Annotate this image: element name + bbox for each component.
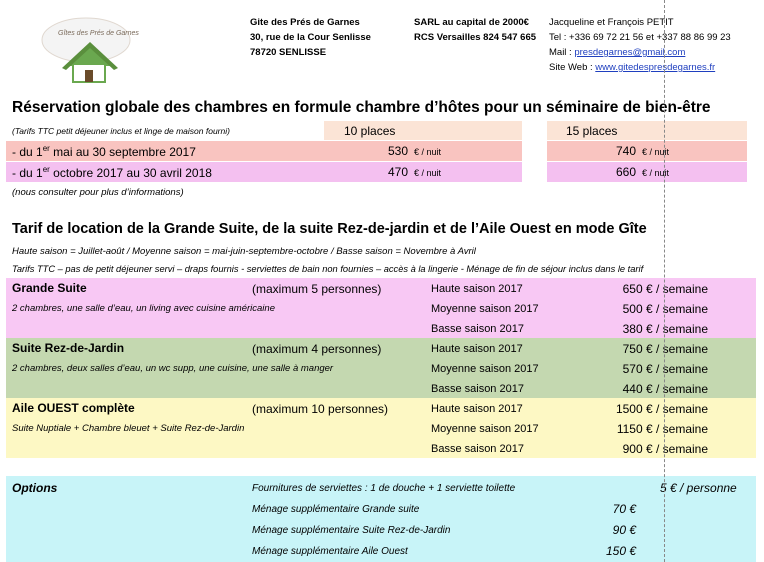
weekly-price: 650 € / semaine [622,282,708,296]
weekly-price: 440 € / semaine [622,382,708,396]
contact-tel: Tel : +336 69 72 21 56 et +337 88 86 99 23 [549,32,731,43]
contact-mail [549,45,731,60]
page-break-line [664,0,665,562]
season-label: Basse saison 2017 [431,383,524,395]
mail-link[interactable]: presdegarnes@gmail.com [574,47,686,58]
unit-row-2: € / nuit [414,168,442,178]
aile-ouest-capacity: (maximum 10 personnes) [252,402,389,416]
weekly-price: 1500 € / semaine [615,402,708,416]
col2-header: 15 places [566,124,618,138]
period-sup: er [42,144,50,153]
logo-house-icon [40,14,132,84]
grande-suite-capacity: (maximum 5 personnes) [252,282,382,296]
price-15-row-2: 660 [616,165,637,179]
price-15-row-1: 740 [616,144,637,158]
option-price: 70 € [612,502,636,516]
seasons-line: Haute saison = Juillet-août / Moyenne saison = mai-juin-septembre-octobre / Basse saison = Novembre à Avril [12,246,476,257]
address-line: 78720 SENLISSE [250,47,327,58]
option-price: 5 € / personne [660,481,737,495]
aile-ouest-name: Aile OUEST complète [12,401,135,415]
web-label: Site Web : [549,62,596,73]
season-label: Basse saison 2017 [431,323,524,335]
season-label: Basse saison 2017 [431,443,524,455]
terms-line: Tarifs TTC – pas de petit déjeuner servi – draps fournis - serviettes de bain non fournies – accès à la lingerie - Ménage de fin de séjour inclus dans le tarif [12,264,644,274]
options-label: Options [12,481,58,495]
logo-text: Gîtes des Prés de Garnes [58,30,139,37]
contact-web [549,60,731,75]
contact-name: Jacqueline et François PETIT [549,17,674,28]
grande-suite-name: Grande Suite [12,281,87,295]
company-block [414,15,536,45]
unit2-row-1: € / nuit [642,147,670,157]
weekly-price: 750 € / semaine [622,342,708,356]
season-label: Moyenne saison 2017 [431,363,539,375]
option-price: 90 € [612,523,636,537]
weekly-price: 1150 € / semaine [616,422,708,436]
contact-block [549,15,731,75]
price-10-row-1: 530 [388,144,409,158]
season-label: Haute saison 2017 [431,403,523,415]
period-text: mai au 30 septembre 2017 [49,145,196,159]
section1-note: (Tarifs TTC petit déjeuner inclus et linge de maison fourni) [12,126,230,136]
rez-de-jardin-capacity: (maximum 4 personnes) [252,342,382,356]
option-item: Ménage supplémentaire Suite Rez-de-Jardin [252,525,451,536]
logo [40,14,139,84]
section1-footnote: (nous consulter pour plus d’informations) [12,187,184,198]
address-line: 30, rue de la Cour Senlisse [250,32,371,43]
unit2-row-2: € / nuit [642,168,670,178]
option-item: Ménage supplémentaire Grande suite [252,504,420,515]
web-link[interactable]: www.gitedespresdegarnes.fr [595,62,716,73]
weekly-price: 900 € / semaine [622,442,708,456]
option-price: 150 € [605,544,636,558]
rez-de-jardin-name: Suite Rez-de-Jardin [12,341,125,355]
period-text: - du 1 [12,166,43,180]
period-row-2 [12,165,212,180]
address-block [250,15,371,60]
weekly-price: 500 € / semaine [622,302,708,316]
aile-ouest-desc: Suite Nuptiale + Chambre bleuet + Suite Rez-de-Jardin [12,423,245,434]
unit-row-1: € / nuit [414,147,442,157]
company-line: SARL au capital de 2000€ [414,17,529,28]
section2-title: Tarif de location de la Grande Suite, de la suite Rez-de-jardin et de l’Aile Ouest en mode Gîte [12,221,647,237]
period-text: octobre 2017 au 30 avril 2018 [49,166,212,180]
price-10-row-2: 470 [388,165,409,179]
option-item: Ménage supplémentaire Aile Ouest [252,546,408,557]
season-label: Moyenne saison 2017 [431,303,539,315]
company-line: RCS Versailles 824 547 665 [414,32,537,43]
period-row-1 [12,144,196,159]
option-item: Fournitures de serviettes : 1 de douche + 1 serviette toilette [252,483,516,494]
season-label: Haute saison 2017 [431,343,523,355]
weekly-price: 380 € / semaine [622,322,708,336]
season-label: Moyenne saison 2017 [431,423,539,435]
section1-title: Réservation globale des chambres en formule chambre d’hôtes pour un séminaire de bien-être [12,99,711,116]
mail-label: Mail : [549,47,575,58]
weekly-price: 570 € / semaine [622,362,708,376]
rez-de-jardin-desc: 2 chambres, deux salles d’eau, un wc supp, une cuisine, une salle à manger [12,363,334,374]
period-sup: er [42,165,50,174]
address-line: Gite des Prés de Garnes [250,17,360,28]
season-label: Haute saison 2017 [431,283,523,295]
period-text: - du 1 [12,145,43,159]
grande-suite-desc: 2 chambres, une salle d’eau, un living avec cuisine américaine [12,303,275,314]
col1-header: 10 places [344,124,396,138]
